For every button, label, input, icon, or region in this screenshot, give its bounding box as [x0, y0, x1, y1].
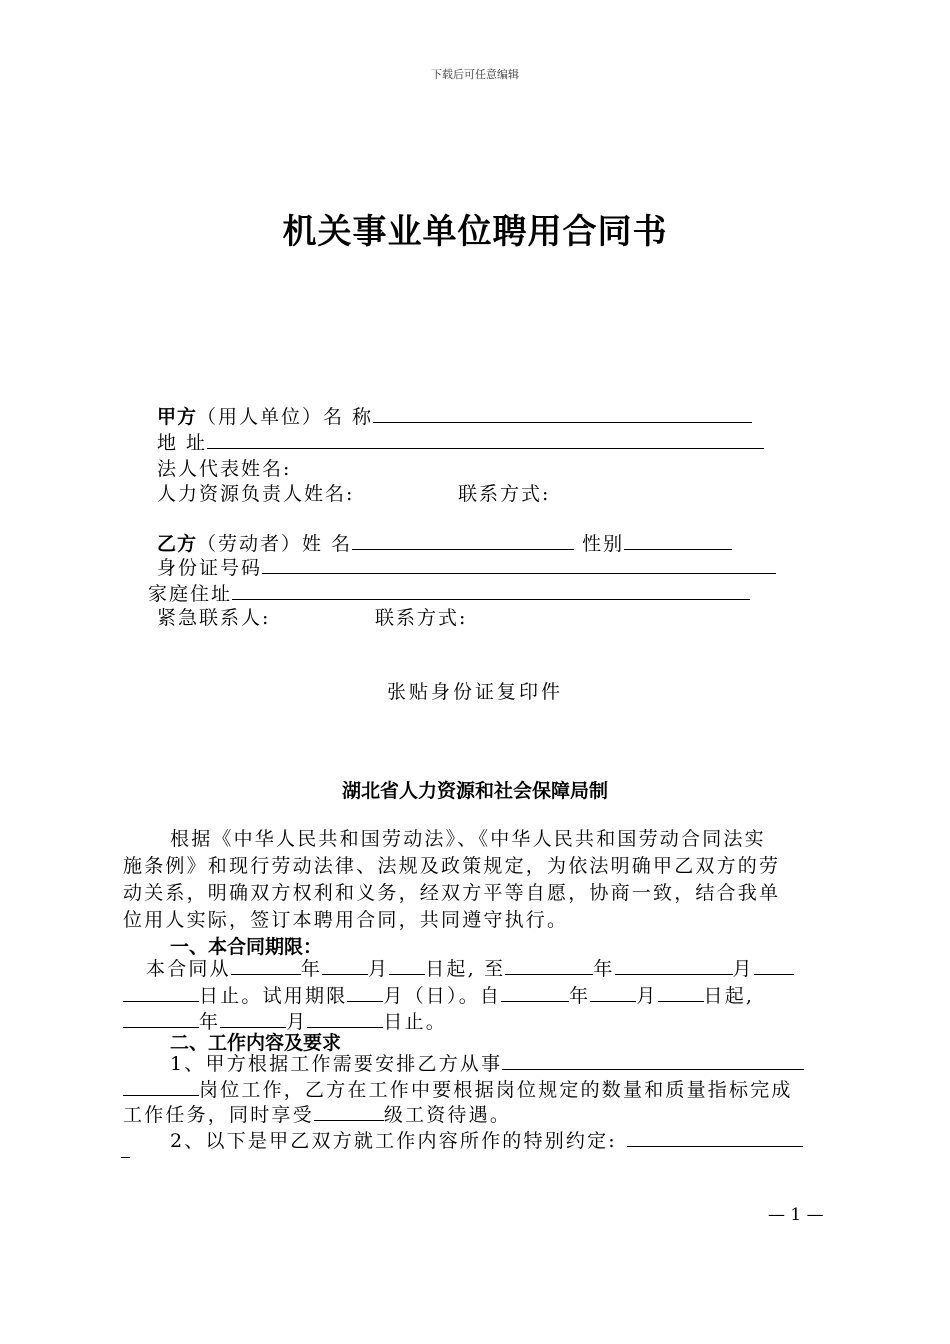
party-b-emergency: 紧急联系人:: [157, 607, 271, 629]
term-end-day-cont-field[interactable]: [123, 983, 199, 1002]
special-agreement-cont-field[interactable]: [121, 1157, 130, 1158]
probation-label: 日止。试用期限: [199, 985, 348, 1007]
month-label: 月: [636, 985, 658, 1007]
item-1-text-cont: 岗位工作，乙方在工作中要根据岗位规定的数量和质量指标完成: [199, 1079, 793, 1101]
header-note: 下载后可任意编辑: [431, 68, 519, 81]
probation-end-day-field[interactable]: [307, 1009, 383, 1028]
term-to-label: 日起, 至: [425, 958, 506, 980]
item-1-text: 1、甲方根据工作需要安排乙方从事: [170, 1053, 503, 1075]
party-a-legal-rep: 法人代表姓名:: [157, 458, 292, 480]
day-end-label: 日止。: [383, 1011, 448, 1033]
term-end-month-field[interactable]: [615, 956, 733, 975]
day-from-label: 日起,: [703, 985, 755, 1007]
probation-length-field[interactable]: [347, 983, 383, 1002]
year-label: 年: [593, 958, 615, 980]
salary-grade-field[interactable]: [314, 1102, 384, 1121]
term-from-label: 本合同从: [146, 958, 231, 980]
section-1-line-1: [146, 956, 794, 983]
party-a-name-label: （用人单位）名 称: [197, 406, 374, 428]
probation-start-month-field[interactable]: [590, 983, 636, 1002]
party-b-name-label: （劳动者）姓 名: [197, 533, 353, 555]
party-a-contact: 联系方式:: [458, 483, 551, 505]
term-start-day-field[interactable]: [389, 956, 425, 975]
section-2-item-1c: [123, 1102, 511, 1129]
month-label: 月: [286, 1011, 308, 1033]
preamble-line-4: 位用人实际，签订本聘用合同，共同遵守执行。: [123, 909, 569, 931]
probation-end-month-field[interactable]: [220, 1009, 286, 1028]
month-label: 月: [368, 958, 390, 980]
preamble-line-2: 施条例》和现行劳动法律、法规及政策规定，为依法明确甲乙双方的劳: [123, 855, 781, 877]
item-2-text: 2、以下是甲乙双方就工作内容所作的特别约定:: [170, 1130, 617, 1152]
party-a-address-row: [157, 428, 764, 455]
term-start-year-field[interactable]: [231, 956, 301, 975]
probation-start-year-field[interactable]: [501, 983, 569, 1002]
party-a-address-field[interactable]: [207, 430, 764, 449]
special-agreement-field[interactable]: [627, 1128, 803, 1147]
party-b-home-label: 家庭住址: [148, 583, 233, 605]
section-2-heading: 二、工作内容及要求: [170, 1032, 342, 1054]
party-b-gender-label: 性别: [582, 533, 625, 555]
party-b-gender-field[interactable]: [624, 531, 732, 550]
section-2-item-1b: [123, 1077, 793, 1104]
party-a-name-field[interactable]: [373, 404, 752, 423]
party-b-id-row: [157, 553, 776, 580]
probation-start-day-field[interactable]: [658, 983, 704, 1002]
probation-from-label: 月（日）。自: [383, 985, 502, 1007]
party-b-id-label: 身份证号码: [157, 557, 263, 579]
year-label: 年: [199, 1011, 221, 1033]
position-field[interactable]: [502, 1051, 804, 1070]
section-2-item-2: [170, 1128, 803, 1155]
party-a-hr-head: 人力资源负责人姓名:: [157, 483, 355, 505]
issuer: 湖北省人力资源和社会保障局制: [341, 780, 608, 802]
item-1-salary-text-end: 级工资待遇。: [383, 1104, 512, 1126]
party-a-address-label: 地 址: [157, 432, 208, 454]
section-1-line-2: [123, 983, 754, 1010]
party-b-home-field[interactable]: [232, 581, 750, 600]
term-end-day-field[interactable]: [754, 956, 794, 975]
id-copy-note: 张贴身份证复印件: [386, 681, 563, 703]
month-label: 月: [732, 958, 754, 980]
party-a-label: 甲方: [157, 406, 198, 428]
position-cont-field[interactable]: [123, 1077, 199, 1096]
preamble-line-3: 动关系，明确双方权利和义务，经双方平等自愿，协商一致，结合我单: [123, 882, 781, 904]
year-label: 年: [569, 985, 591, 1007]
party-b-contact: 联系方式:: [375, 607, 468, 629]
party-b-label: 乙方: [157, 533, 198, 555]
term-end-year-field[interactable]: [505, 956, 593, 975]
party-a-name-row: [157, 402, 752, 429]
term-start-month-field[interactable]: [322, 956, 368, 975]
page-number: — 1 —: [768, 1205, 824, 1225]
year-label: 年: [300, 958, 323, 980]
section-1-heading: 一、本合同期限：: [170, 936, 323, 958]
document-title: 机关事业单位聘用合同书: [282, 212, 668, 252]
probation-end-year-field[interactable]: [123, 1009, 199, 1028]
preamble-line-1: 根据《中华人民共和国劳动法》、《中华人民共和国劳动合同法实: [170, 828, 766, 850]
party-b-id-field[interactable]: [262, 555, 776, 574]
section-2-item-1a: [170, 1051, 804, 1078]
party-b-home-row: [148, 579, 750, 606]
party-b-name-field[interactable]: [352, 531, 574, 550]
item-1-salary-text: 工作任务，同时享受: [123, 1104, 314, 1126]
party-b-name-row: [157, 529, 732, 556]
